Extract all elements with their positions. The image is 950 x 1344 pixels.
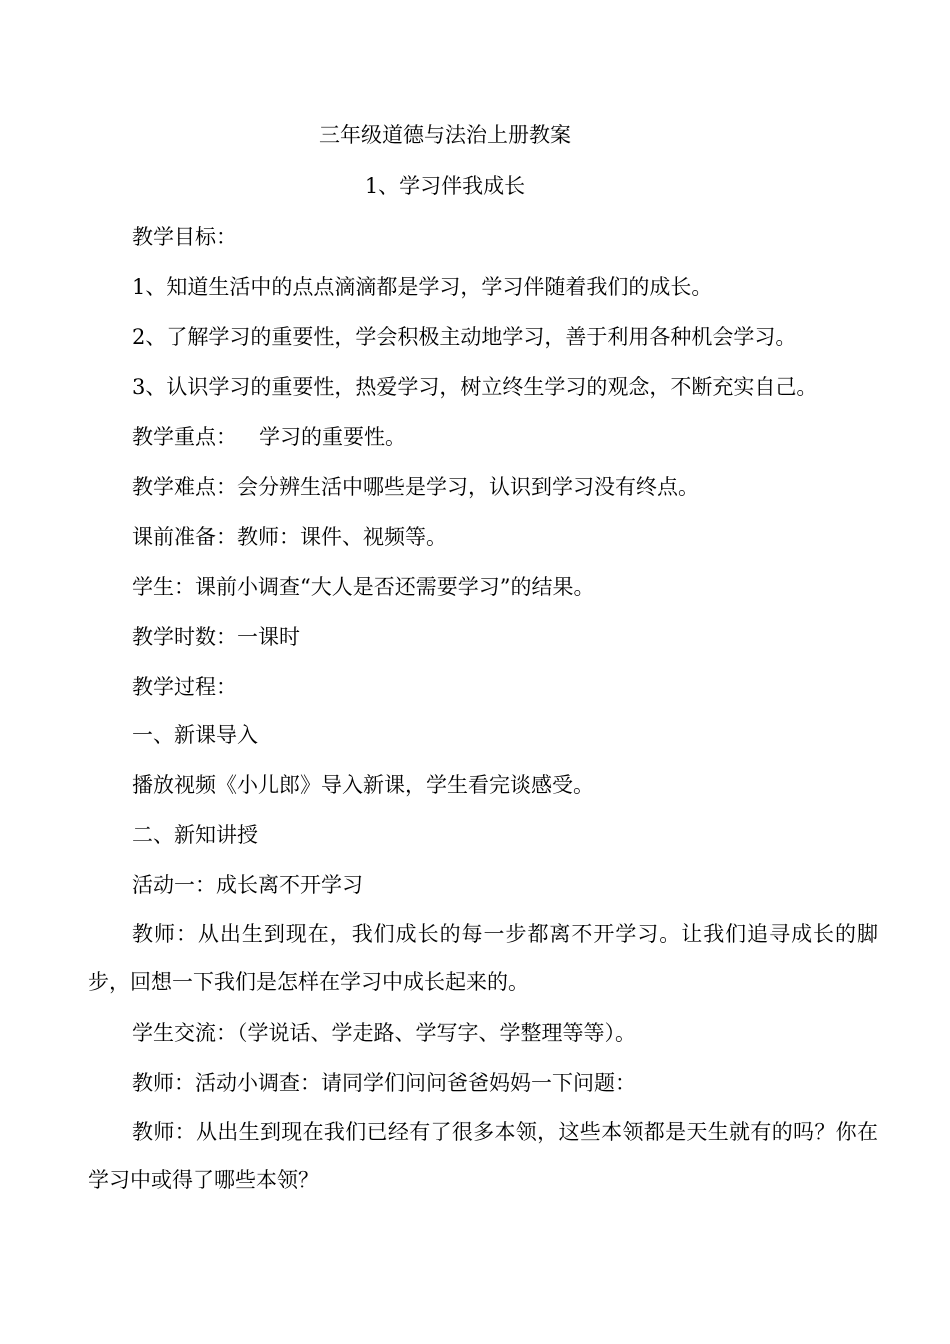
objectives-heading: 教学目标： <box>132 225 237 249</box>
objective-3: 3、认识学习的重要性，热爱学习，树立终生学习的观念，不断充实自己。 <box>132 375 818 399</box>
document-title: 三年级道德与法治上册教案 <box>319 123 571 147</box>
section-1-text: 播放视频《小儿郎》导入新课，学生看完谈感受。 <box>132 773 594 797</box>
process-heading: 教学过程： <box>132 675 237 699</box>
objective-1: 1、知道生活中的点点滴滴都是学习，学习伴随着我们的成长。 <box>132 275 713 299</box>
teacher-paragraph-1: 教师：从出生到现在，我们成长的每一步都离不开学习。让我们追寻成长的脚步，回想一下我们是怎样在学习中成长起来的。 <box>88 922 878 994</box>
teacher-survey-line: 教师：活动小调查：请同学们问问爸爸妈妈一下问题： <box>132 1071 636 1095</box>
section-1-heading: 一、新课导入 <box>132 723 258 747</box>
student-exchange-line: 学生交流：（学说话、学走路、学写字、学整理等等）。 <box>132 1021 636 1045</box>
difficulty-line: 教学难点：会分辨生活中哪些是学习，认识到学习没有终点。 <box>132 475 699 499</box>
student-prep-line: 学生：课前小调查“大人是否还需要学习”的结果。 <box>132 575 595 599</box>
section-2-heading: 二、新知讲授 <box>132 823 258 847</box>
key-point <box>132 422 406 452</box>
hours-line: 教学时数：一课时 <box>132 625 300 649</box>
activity-1-heading: 活动一：成长离不开学习 <box>132 873 363 897</box>
objective-2: 2、了解学习的重要性，学会积极主动地学习，善于利用各种机会学习。 <box>132 325 797 349</box>
teacher-paragraph-2: 教师：从出生到现在我们已经有了很多本领，这些本领都是天生就有的吗？你在学习中或得了哪些本领？ <box>88 1120 878 1192</box>
preparation-line: 课前准备：教师：课件、视频等。 <box>132 525 447 549</box>
key-point-text: 学习的重要性。 <box>259 425 406 449</box>
key-point-label: 教学重点： <box>132 425 237 449</box>
lesson-title: 1、学习伴我成长 <box>364 174 526 198</box>
